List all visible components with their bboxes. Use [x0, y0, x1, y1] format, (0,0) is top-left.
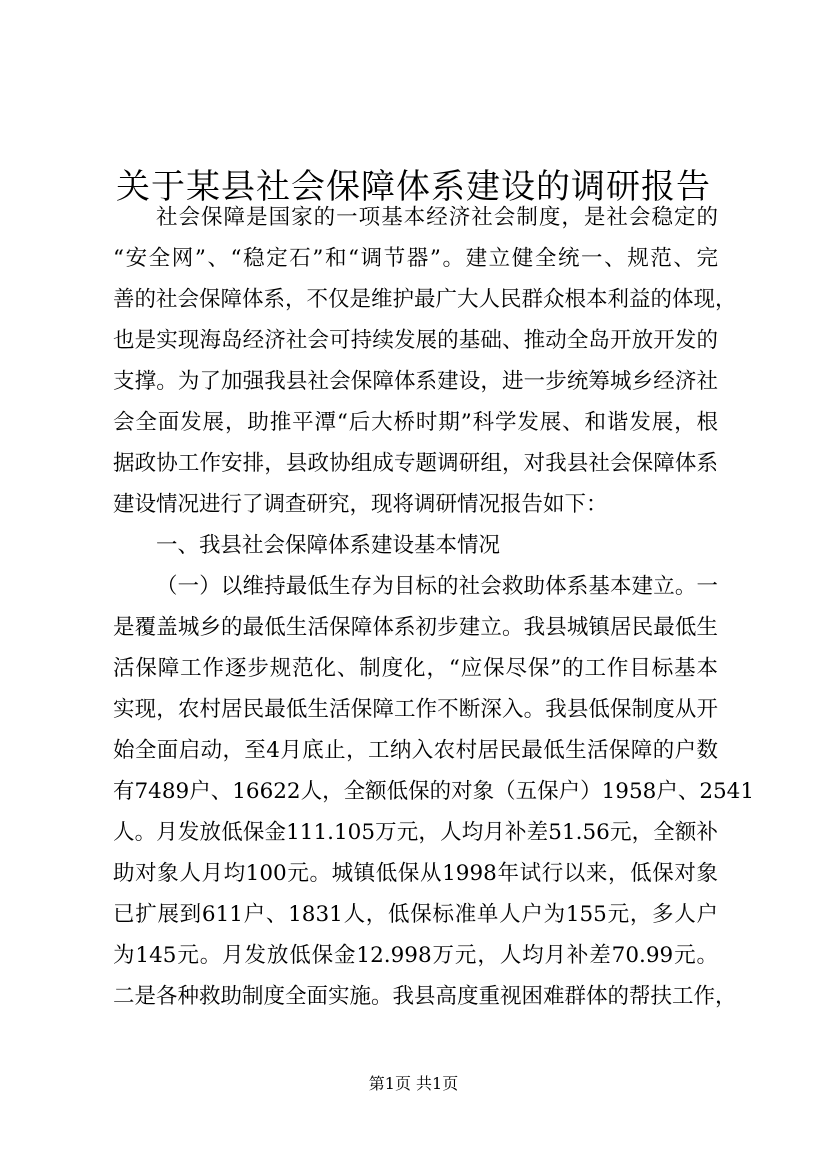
body-line: “安全网”、“稳定石”和“调节器”。建立健全统一、规范、完 — [113, 246, 718, 271]
body-line: 社会保障是国家的一项基本经济社会制度，是社会稳定的 — [156, 205, 718, 230]
body-line: 人。月发放低保金111.105万元，人均月补差51.56元，全额补 — [113, 820, 718, 845]
body-line: 有7489户、16622人，全额低保的对象（五保户）1958户、2541 — [113, 779, 755, 804]
body-line: 是覆盖城乡的最低生活保障体系初步建立。我县城镇居民最低生 — [113, 615, 718, 640]
body-line: （一）以维持最低生存为目标的社会救助体系基本建立。一 — [156, 574, 718, 599]
body-line: 建设情况进行了调查研究，现将调研情况报告如下： — [113, 492, 608, 517]
body-line: 二是各种救助制度全面实施。我县高度重视困难群体的帮扶工作， — [113, 984, 737, 1009]
page-footer: 第1页 共1页 — [368, 1074, 459, 1093]
document-body — [113, 197, 755, 1017]
body-line: 始全面启动，至4月底止，工纳入农村居民最低生活保障的户数 — [113, 738, 718, 763]
body-line: 支撑。为了加强我县社会保障体系建设，进一步统筹城乡经济社 — [113, 369, 718, 394]
section-heading: 一、我县社会保障体系建设基本情况 — [156, 533, 501, 558]
body-line: 善的社会保障体系，不仅是维护最广大人民群众根本利益的体现， — [113, 287, 737, 312]
body-line: 也是实现海岛经济社会可持续发展的基础、推动全岛开放开发的 — [113, 328, 718, 353]
body-line: 已扩展到611户、1831人，低保标准单人户为155元，多人户 — [113, 902, 718, 927]
body-line: 活保障工作逐步规范化、制度化，“应保尽保”的工作目标基本 — [113, 656, 718, 681]
document-title: 关于某县社会保障体系建设的调研报告 — [116, 166, 711, 207]
body-line: 助对象人月均100元。城镇低保从1998年试行以来，低保对象 — [113, 861, 718, 886]
body-line: 会全面发展，助推平潭“后大桥时期”科学发展、和谐发展，根 — [113, 410, 718, 435]
body-line: 实现，农村居民最低生活保障工作不断深入。我县低保制度从开 — [113, 697, 718, 722]
body-line: 为145元。月发放低保金12.998万元，人均月补差70.99元。 — [113, 943, 718, 968]
body-line: 据政协工作安排，县政协组成专题调研组，对我县社会保障体系 — [113, 451, 718, 476]
